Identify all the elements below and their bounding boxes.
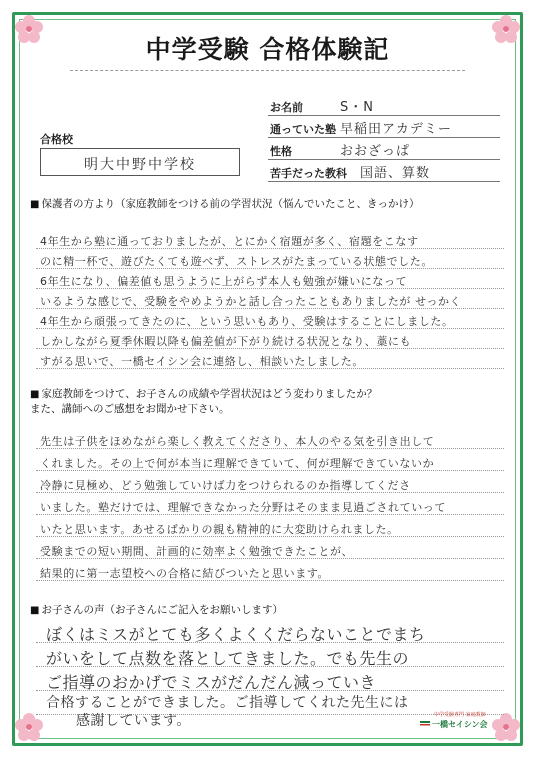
handwritten-line: がいをして点数を落としてきました。でも先生の xyxy=(46,649,410,668)
personality-value: おおざっぱ xyxy=(340,144,411,159)
name-label: お名前 xyxy=(270,101,303,114)
child-heading xyxy=(30,603,283,618)
personality-label: 性格 xyxy=(270,145,292,158)
handwritten-line: 6年生になり、偏差値も思うように上がらず本人も勉強が嫌いになって xyxy=(40,275,408,288)
square-bullet-icon: ■ xyxy=(30,389,40,400)
handwritten-line: 合格することができました。ご指導してくれた先生には xyxy=(46,695,409,711)
change-text-area xyxy=(36,428,504,588)
page-title: 中学受験 合格体験記 xyxy=(145,35,390,64)
change-heading-text: 家庭教師をつけて、お子さんの成績や学習状況はどう変わりましたか？ xyxy=(41,388,378,400)
handwritten-line: くれました。その上で何が本当に理解できていて、何が理解できていないか xyxy=(40,457,435,470)
logo-mark-icon xyxy=(420,717,430,727)
guardian-text-area xyxy=(36,230,504,370)
change-heading xyxy=(30,387,377,417)
personality-underline xyxy=(268,159,500,160)
title-divider xyxy=(70,70,465,71)
square-bullet-icon: ■ xyxy=(30,199,40,210)
handwritten-line: 冷静に見極め、どう勉強していけば力をつけられるのか指導してくださ xyxy=(40,479,411,492)
handwritten-line: 結果的に第一志望校への合格に結びついたと思います。 xyxy=(40,567,330,580)
weak-subject-label: 苦手だった教科 xyxy=(270,167,347,180)
handwritten-line: しかしながら夏季休暇以降も偏差値が下がり続ける状況となり、藁にも xyxy=(40,335,412,348)
handwritten-line: ぼくはミスがとても多くよくくだらないことでまち xyxy=(46,625,426,644)
guardian-heading-text: 保護者の方より（家庭教師をつける前の学習状況（悩んでいたこと、きっかけ） xyxy=(41,198,420,210)
logo-tagline: 中学受験専門 家庭教師 xyxy=(434,712,486,718)
logo-name: 一橋セイシン会 xyxy=(432,720,488,729)
handwritten-line: 受験までの短い期間、計画的に効率よく勉強できたことが、 xyxy=(40,545,354,558)
child-heading-text: お子さんの声（お子さんにご記入をお願いします） xyxy=(41,604,283,616)
name-underline xyxy=(268,115,500,116)
handwritten-line: すがる思いで、一橋セイシン会に連絡し、相談いたしました。 xyxy=(40,355,364,368)
school-box xyxy=(40,148,240,176)
school-value: 明大中野中学校 xyxy=(84,157,196,173)
handwritten-line: ご指導のおかげでミスがだんだん減っていき xyxy=(46,673,377,692)
juku-label: 通っていた塾 xyxy=(270,123,336,136)
name-value: S・N xyxy=(340,100,374,115)
handwritten-line: いるような感じで、受験をやめようかと話し合ったこともありましたが せっかく xyxy=(40,295,462,308)
change-subheading-text: また、講師へのご感想をお聞かせ下さい。 xyxy=(30,403,230,415)
company-logo xyxy=(420,711,500,735)
juku-underline xyxy=(268,137,500,138)
handwritten-line: 4年生から頑張ってきたのに、という思いもあり、受験はすることにしました。 xyxy=(40,315,454,328)
weak-subject-underline xyxy=(268,181,500,182)
guardian-heading xyxy=(30,197,419,212)
handwritten-line: いたと思います。あせるばかりの親も精神的に大変助けられました。 xyxy=(40,523,399,536)
handwritten-line: 感謝しています。 xyxy=(76,713,191,729)
weak-subject-value: 国語、算数 xyxy=(360,166,431,181)
handwritten-line: 4年生から塾に通っておりましたが、とにかく宿題が多く、宿題をこなす xyxy=(40,235,419,248)
handwritten-line: のに精一杯で、遊びたくても遊べず、ストレスがたまっている状態でした。 xyxy=(40,255,433,268)
square-bullet-icon: ■ xyxy=(30,605,40,616)
school-label: 合格校 xyxy=(40,133,73,146)
juku-value: 早稲田アカデミー xyxy=(340,122,452,137)
handwritten-line: 先生は子供をほめながら楽しく教えてくださり、本人のやる気を引き出して xyxy=(40,435,435,448)
handwritten-line: いました。塾だけでは、理解できなかった分野はそのまま見過ごされていって xyxy=(40,501,446,514)
